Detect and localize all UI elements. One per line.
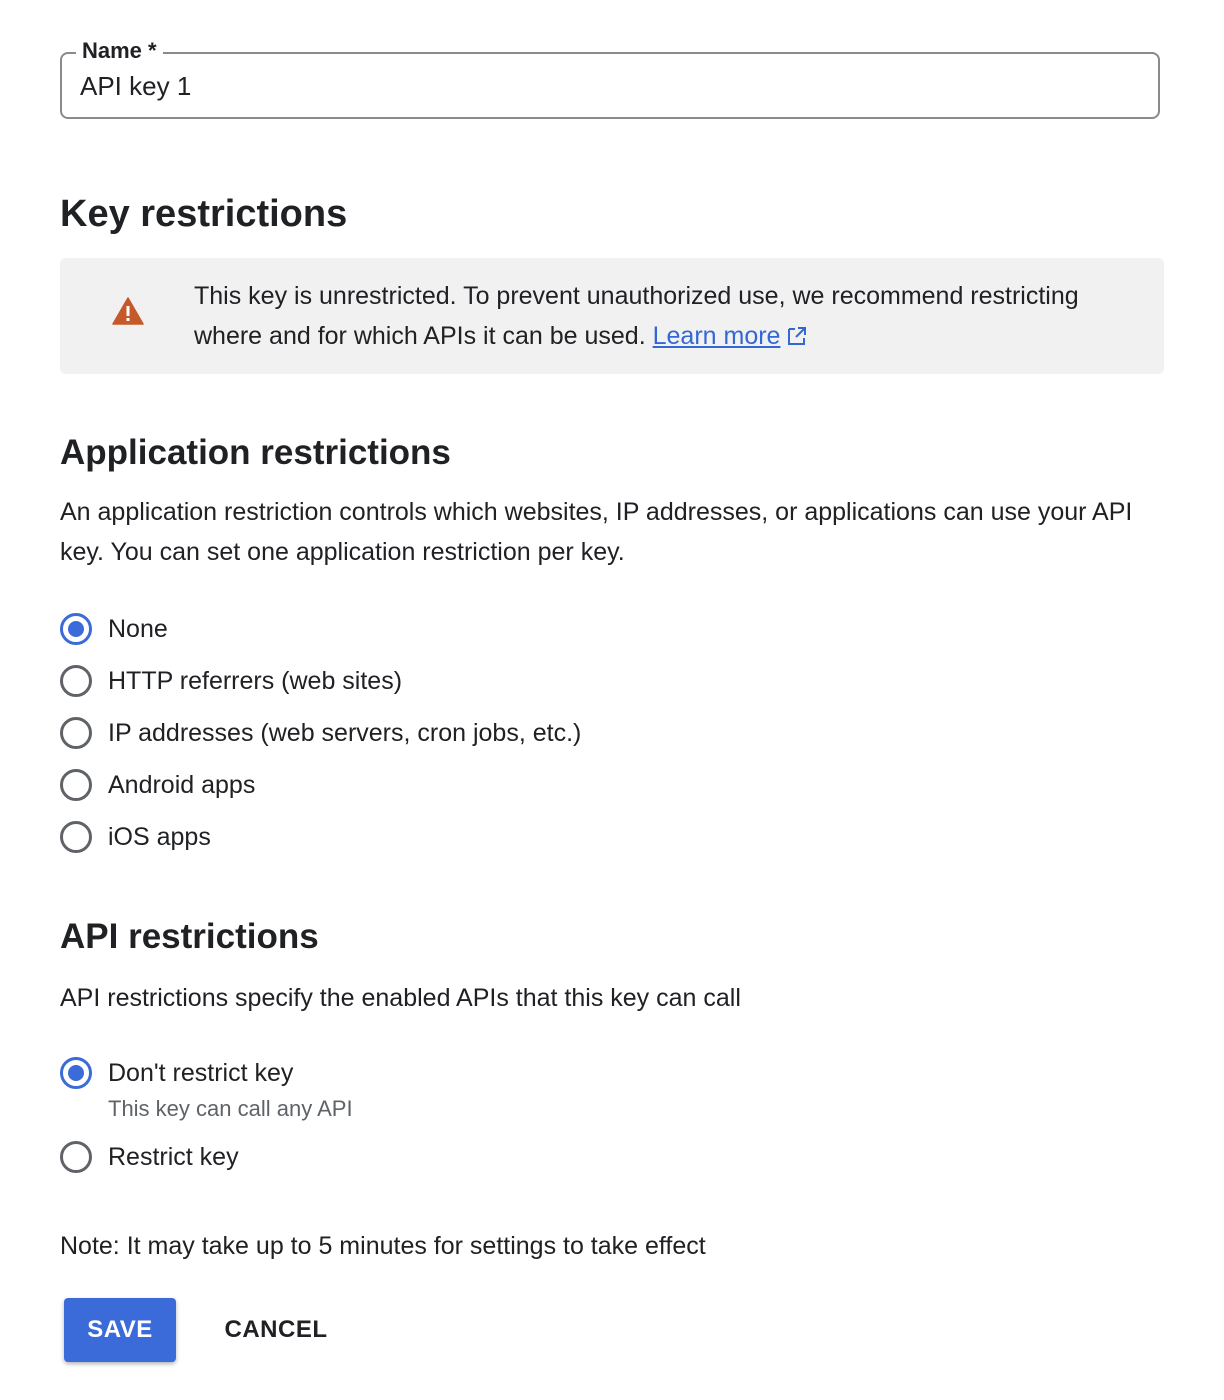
radio-unchecked[interactable] xyxy=(60,769,92,801)
name-input[interactable] xyxy=(80,68,1120,104)
warning-icon xyxy=(112,296,144,326)
settings-delay-note: Note: It may take up to 5 minutes for settings to take effect xyxy=(60,1232,706,1260)
name-field-label: Name * xyxy=(76,37,163,65)
radio-label[interactable]: None xyxy=(108,614,168,643)
warning-message xyxy=(194,276,1134,356)
api-restriction-option-restrict-key[interactable] xyxy=(60,1137,239,1177)
app-restriction-option-http-referrers[interactable] xyxy=(60,661,402,701)
app-restriction-option-ios-apps[interactable] xyxy=(60,817,211,857)
radio-label[interactable]: Restrict key xyxy=(108,1142,239,1171)
name-field[interactable] xyxy=(60,38,1160,119)
api-restrictions-description: API restrictions specify the enabled APIs that this key can call xyxy=(60,984,741,1012)
radio-unchecked[interactable] xyxy=(60,717,92,749)
save-button[interactable]: SAVE xyxy=(64,1298,176,1362)
app-restriction-option-none[interactable] xyxy=(60,609,168,649)
radio-label[interactable]: HTTP referrers (web sites) xyxy=(108,666,403,695)
unrestricted-warning-banner xyxy=(60,258,1164,374)
application-restrictions-title: Application restrictions xyxy=(60,433,451,472)
learn-more-link[interactable] xyxy=(653,322,809,350)
app-restriction-option-android-apps[interactable] xyxy=(60,765,255,805)
radio-checked[interactable] xyxy=(60,613,92,645)
radio-unchecked[interactable] xyxy=(60,821,92,853)
api-restrictions-title: API restrictions xyxy=(60,917,319,956)
app-restriction-option-ip-addresses[interactable] xyxy=(60,713,581,753)
key-restrictions-title: Key restrictions xyxy=(60,193,348,235)
radio-label[interactable]: iOS apps xyxy=(108,822,211,851)
application-restrictions-description: An application restriction controls which websites, IP addresses, or applications can use your API key. You can set one application restriction per key. xyxy=(60,498,1133,566)
radio-sublabel: This key can call any API xyxy=(108,1096,353,1121)
radio-unchecked[interactable] xyxy=(60,665,92,697)
radio-checked[interactable] xyxy=(60,1057,92,1089)
warning-text: This key is unrestricted. To prevent unauthorized use, we recommend restricting where and for which APIs it can be used. xyxy=(194,282,1079,350)
radio-label[interactable]: Android apps xyxy=(108,770,256,799)
radio-label[interactable]: Don't restrict key xyxy=(108,1058,294,1087)
cancel-button[interactable]: CANCEL xyxy=(210,1298,342,1362)
radio-unchecked[interactable] xyxy=(60,1141,92,1173)
api-restriction-option-dont-restrict[interactable] xyxy=(60,1053,293,1093)
radio-label[interactable]: IP addresses (web servers, cron jobs, etc.) xyxy=(108,718,582,747)
learn-more-label[interactable]: Learn more xyxy=(652,322,781,350)
external-link-icon[interactable] xyxy=(786,325,808,347)
